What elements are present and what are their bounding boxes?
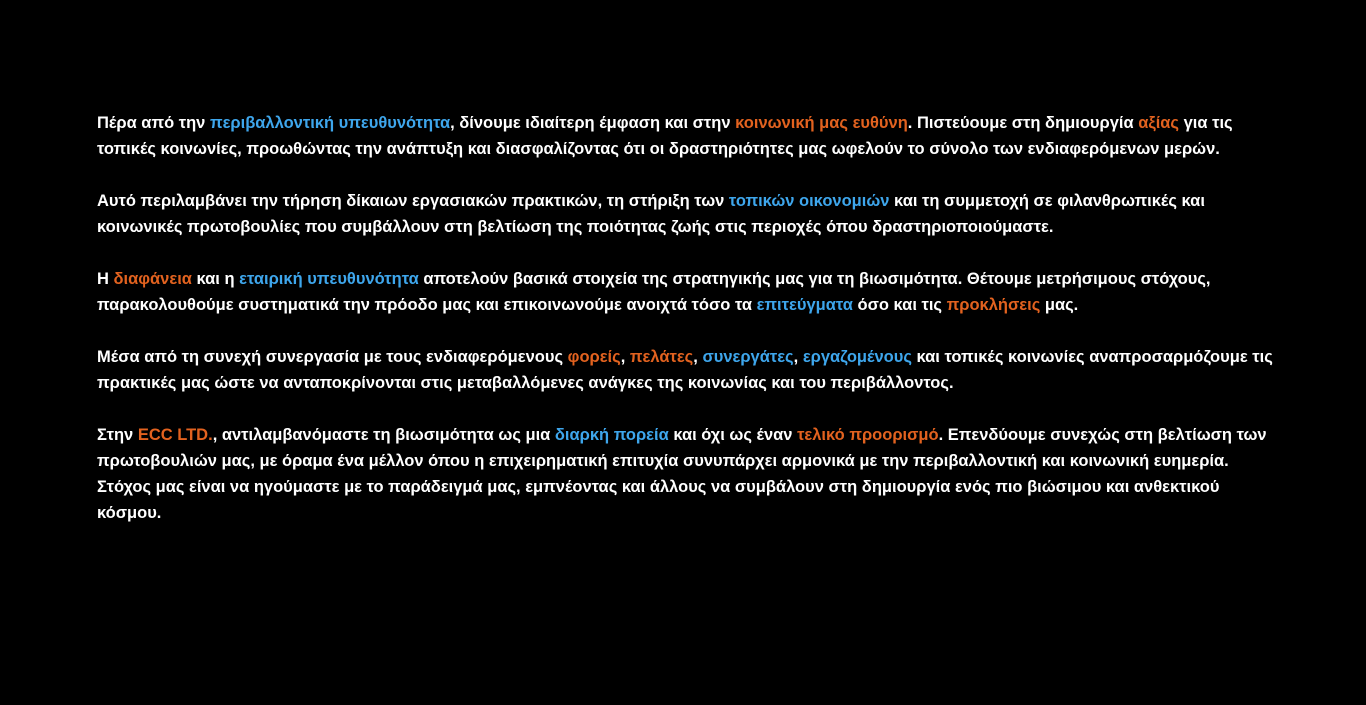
text-segment: και όχι ως έναν xyxy=(668,426,798,444)
text-segment: . Επενδύουμε συνεχώς στη βελτίωση των πρωτοβουλιών μας, με όραμα ένα μέλλον όπου η επιχειρηματική επιτυχία συνυπάρχει αρμονικά με την περιβαλλοντική και κοινωνική ευημερία. Στόχος μας είναι να ηγούμαστε με το παράδειγμά μας, εμπνέοντας και άλλους να συμβάλουν στη δημιουργία ενός πιο βιώσιμου και ανθεκτικού κόσμου. xyxy=(97,426,1267,522)
highlight-challenges: προκλήσεις xyxy=(946,296,1041,314)
text-segment: Πέρα από την xyxy=(97,114,210,132)
highlight-local-economies: τοπικών οικονομιών xyxy=(728,192,890,210)
highlight-continuous-journey: διαρκή πορεία xyxy=(554,426,669,444)
highlight-achievements: επιτεύγματα xyxy=(756,296,853,314)
paragraph-transparency xyxy=(97,266,1287,318)
highlight-bodies: φορείς xyxy=(567,348,621,366)
text-segment: Αυτό περιλαμβάνει την τήρηση δίκαιων εργασιακών πρακτικών, τη στήριξη των xyxy=(97,192,729,210)
highlight-social-responsibility: κοινωνική μας ευθύνη xyxy=(735,114,908,132)
text-segment: , xyxy=(620,348,630,366)
highlight-final-destination: τελικό προορισμό xyxy=(797,426,939,444)
text-segment: για τις τοπικές κοινωνίες, προωθώντας την ανάπτυξη και διασφαλίζοντας ότι οι δραστηριότητες μας ωφελούν το σύνολο των ενδιαφερόμενων μερών. xyxy=(97,114,1233,158)
highlight-environmental-responsibility: περιβαλλοντική υπευθυνότητα xyxy=(209,114,451,132)
paragraph-stakeholders xyxy=(97,344,1287,396)
highlight-company-name: ECC LTD. xyxy=(137,426,213,444)
sustainability-text-block xyxy=(97,110,1287,552)
text-segment: Στην xyxy=(97,426,138,444)
text-segment: , δίνουμε ιδιαίτερη έμφαση και στην xyxy=(450,114,736,132)
text-segment: Μέσα από τη συνεχή συνεργασία με τους ενδιαφερόμενους xyxy=(97,348,568,366)
text-segment: και τη συμμετοχή σε φιλανθρωπικές και κοινωνικές πρωτοβουλίες που συμβάλλουν στη βελτίωση της ποιότητας ζωής στις περιοχές όπου δραστηριοποιούμαστε. xyxy=(97,192,1205,236)
highlight-transparency: διαφάνεια xyxy=(113,270,192,288)
text-segment: και η xyxy=(191,270,240,288)
text-segment: μας. xyxy=(1040,296,1079,314)
paragraph-fair-practices xyxy=(97,188,1287,240)
text-segment: αποτελούν βασικά στοιχεία της στρατηγικής μας για τη βιωσιμότητα. Θέτουμε μετρήσιμους στόχους, παρακολουθούμε συστηματικά την πρόοδο μας και επικοινωνούμε ανοιχτά τόσο τα xyxy=(97,270,1211,314)
highlight-employees: εργαζομένους xyxy=(802,348,912,366)
highlight-partners: συνεργάτες xyxy=(702,348,794,366)
text-segment: . Πιστεύουμε στη δημιουργία xyxy=(907,114,1139,132)
text-segment: Η xyxy=(97,270,114,288)
highlight-value: αξίας xyxy=(1138,114,1180,132)
text-segment: , αντιλαμβανόμαστε τη βιωσιμότητα ως μια xyxy=(212,426,555,444)
text-segment: , xyxy=(793,348,803,366)
highlight-corporate-responsibility: εταιρική υπευθυνότητα xyxy=(239,270,419,288)
text-segment: όσο και τις xyxy=(852,296,947,314)
highlight-customers: πελάτες xyxy=(629,348,694,366)
text-segment: και τοπικές κοινωνίες αναπροσαρμόζουμε τις πρακτικές μας ώστε να ανταποκρίνονται στις μεταβαλλόμενες ανάγκες της κοινωνίας και του περιβάλλοντος. xyxy=(97,348,1273,392)
text-segment: , xyxy=(693,348,703,366)
paragraph-social-responsibility xyxy=(97,110,1287,162)
paragraph-ecc-vision xyxy=(97,422,1287,526)
